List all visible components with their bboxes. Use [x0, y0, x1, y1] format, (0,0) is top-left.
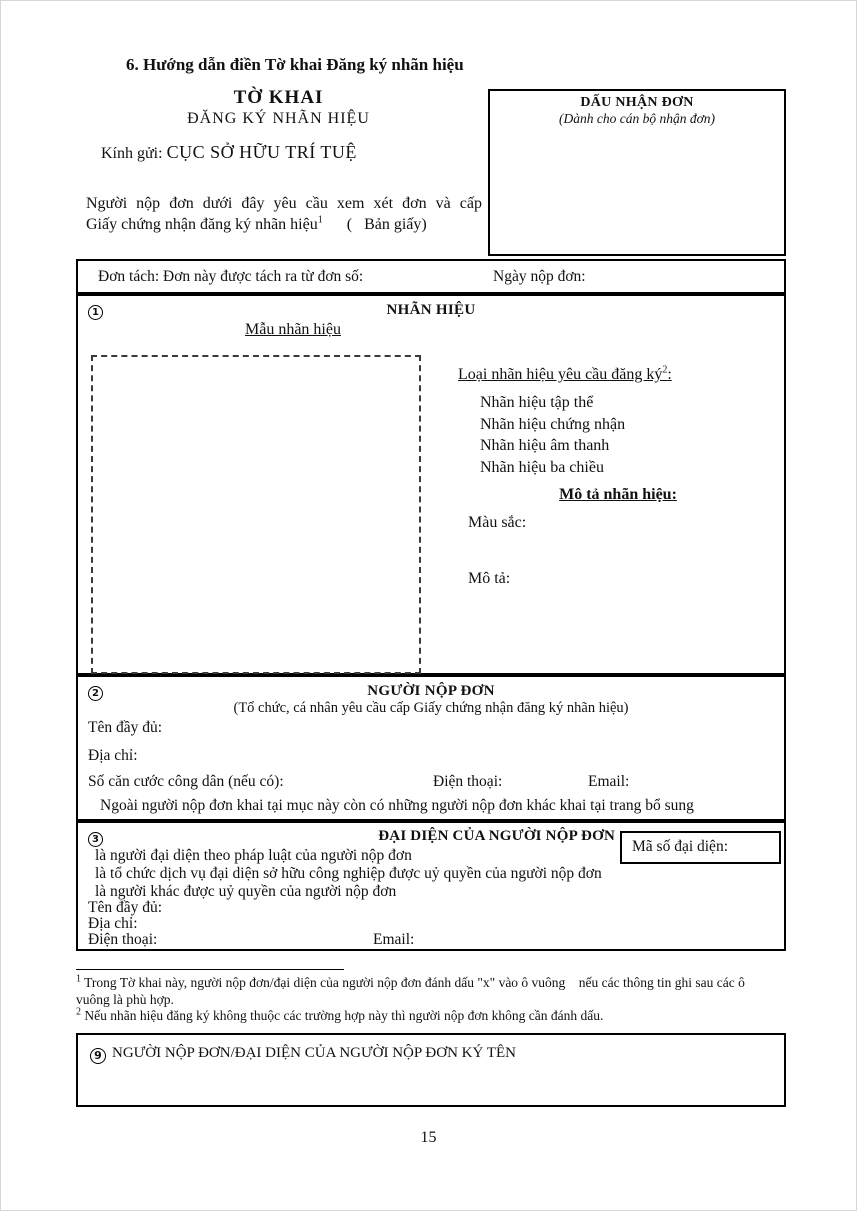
circled-9-icon: 9 — [90, 1048, 106, 1064]
stamp-box-title: DẤU NHẬN ĐƠN — [580, 95, 694, 110]
request-line2-text: Giấy chứng nhận đăng ký nhãn hiệu — [86, 216, 318, 233]
footnote-2-text: Nếu nhãn hiệu đăng ký không thuộc các trường hợp này thì người nộp đơn không cần đánh dấu. — [81, 1008, 604, 1023]
section1-title: NHÃN HIỆU — [386, 302, 476, 318]
mark-color-label: Màu sắc: — [468, 514, 527, 531]
mark-sample-box — [91, 355, 421, 674]
applicant-fullname-label: Tên đầy đủ: — [88, 719, 163, 736]
agent-code-box — [620, 831, 781, 864]
rep-option-legal: là người đại diện theo pháp luật của người nộp đơn — [95, 847, 412, 864]
applicant-phone-label: Điện thoại: — [433, 773, 503, 790]
form-subtitle: ĐĂNG KÝ NHÃN HIỆU — [187, 110, 370, 127]
additional-applicants-note: Ngoài người nộp đơn khai tại mục này còn có những người nộp đơn khác khai tại trang bổ sung — [100, 797, 694, 814]
request-paper-option: ( Bản giấy) — [322, 216, 427, 233]
section2-title: NGƯỜI NỘP ĐƠN — [367, 683, 495, 699]
section3-title: ĐẠI DIỆN CỦA NGƯỜI NỘP ĐƠN — [378, 828, 615, 844]
footnote-1 — [76, 975, 778, 1008]
applicant-id-label: Số căn cước công dân (nếu có): — [88, 773, 284, 790]
mark-type-option-3d: Nhãn hiệu ba chiều — [480, 458, 604, 476]
representative-type-options — [95, 847, 602, 901]
mark-type-options — [480, 392, 625, 478]
section-representative — [76, 821, 786, 951]
mark-type-option-collective: Nhãn hiệu tập thể — [480, 394, 594, 411]
mark-type-option-certification: Nhãn hiệu chứng nhận — [480, 415, 626, 433]
section-applicant — [76, 675, 786, 821]
mark-description-label: Mô tả: — [468, 570, 511, 587]
applicant-email-label: Email: — [588, 773, 630, 790]
mark-type-option-sound: Nhãn hiệu âm thanh — [480, 437, 610, 454]
rep-option-ip-agency: là tổ chức dịch vụ đại diện sở hữu công nghiệp được uỷ quyền của người nộp đơn — [95, 865, 602, 882]
addressed-to-value: CỤC SỞ HỮU TRÍ TUỆ — [166, 142, 357, 162]
representative-phone-label: Điện thoại: — [88, 931, 158, 948]
section-trademark — [76, 294, 786, 675]
section2-subtitle: (Tổ chức, cá nhân yêu cầu cấp Giấy chứng nhận đăng ký nhãn hiệu) — [233, 700, 629, 716]
form-title-block — [76, 87, 481, 128]
circled-3-icon: 3 — [88, 832, 103, 847]
request-line1: Người nộp đơn dưới đây yêu cầu xem xét đơn và cấp — [86, 195, 482, 212]
form-title: TỜ KHAI — [233, 87, 324, 108]
mark-sample-label: Mẫu nhãn hiệu — [245, 321, 341, 338]
addressed-to-line — [101, 142, 357, 163]
agent-code-label: Mã số đại diện: — [632, 838, 728, 855]
footnote-1-marker: 1 — [76, 973, 81, 985]
filing-date-label: Ngày nộp đơn: — [493, 268, 586, 285]
footnote-1-text: Trong Tờ khai này, người nộp đơn/đại diện của người nộp đơn đánh dấu "x" vào ô vuông nếu các thông tin ghi sau các ô vuông là phù hợp. — [76, 975, 749, 1007]
doc-heading: 6. Hướng dẫn điền Tờ khai Đăng ký nhãn hiệu — [126, 55, 464, 74]
footnote-divider — [76, 969, 344, 970]
divisional-application-label: Đơn tách: Đơn này được tách ra từ đơn số: — [98, 268, 364, 285]
divisional-application-row — [76, 259, 786, 294]
footnote-ref-2: 2 — [662, 364, 668, 376]
addressed-to-label: Kính gửi: — [101, 145, 167, 162]
representative-fullname-label: Tên đầy đủ: — [88, 899, 163, 916]
mark-description-heading: Mô tả nhãn hiệu: — [559, 486, 677, 503]
footnote-2 — [76, 1008, 778, 1025]
footnotes — [76, 975, 778, 1025]
representative-address-label: Địa chỉ: — [88, 915, 138, 932]
signature-box-label: NGƯỜI NỘP ĐƠN/ĐẠI DIỆN CỦA NGƯỜI NỘP ĐƠN KÝ TÊN — [112, 1045, 516, 1061]
page-number: 15 — [420, 1129, 437, 1146]
stamp-box-subtitle: (Dành cho cán bộ nhận đơn) — [558, 111, 716, 126]
rep-option-other-authorized: là người khác được uỷ quyền của người nộp đơn — [95, 883, 397, 900]
footnote-2-marker: 2 — [76, 1006, 81, 1018]
footnote-ref-1: 1 — [317, 214, 323, 226]
applicant-address-label: Địa chỉ: — [88, 747, 138, 764]
representative-email-label: Email: — [373, 931, 415, 948]
mark-type-heading — [458, 366, 672, 384]
request-paragraph — [86, 193, 482, 235]
request-line2 — [86, 214, 482, 235]
circled-2-icon: 2 — [88, 686, 103, 701]
mark-type-heading-colon: : — [667, 366, 672, 383]
mark-type-heading-label: Loại nhãn hiệu yêu cầu đăng ký — [458, 366, 663, 383]
mark-type-heading-text — [458, 366, 672, 383]
circled-1-icon: 1 — [88, 305, 103, 320]
receipt-stamp-box — [488, 89, 786, 256]
signature-box — [76, 1033, 786, 1107]
